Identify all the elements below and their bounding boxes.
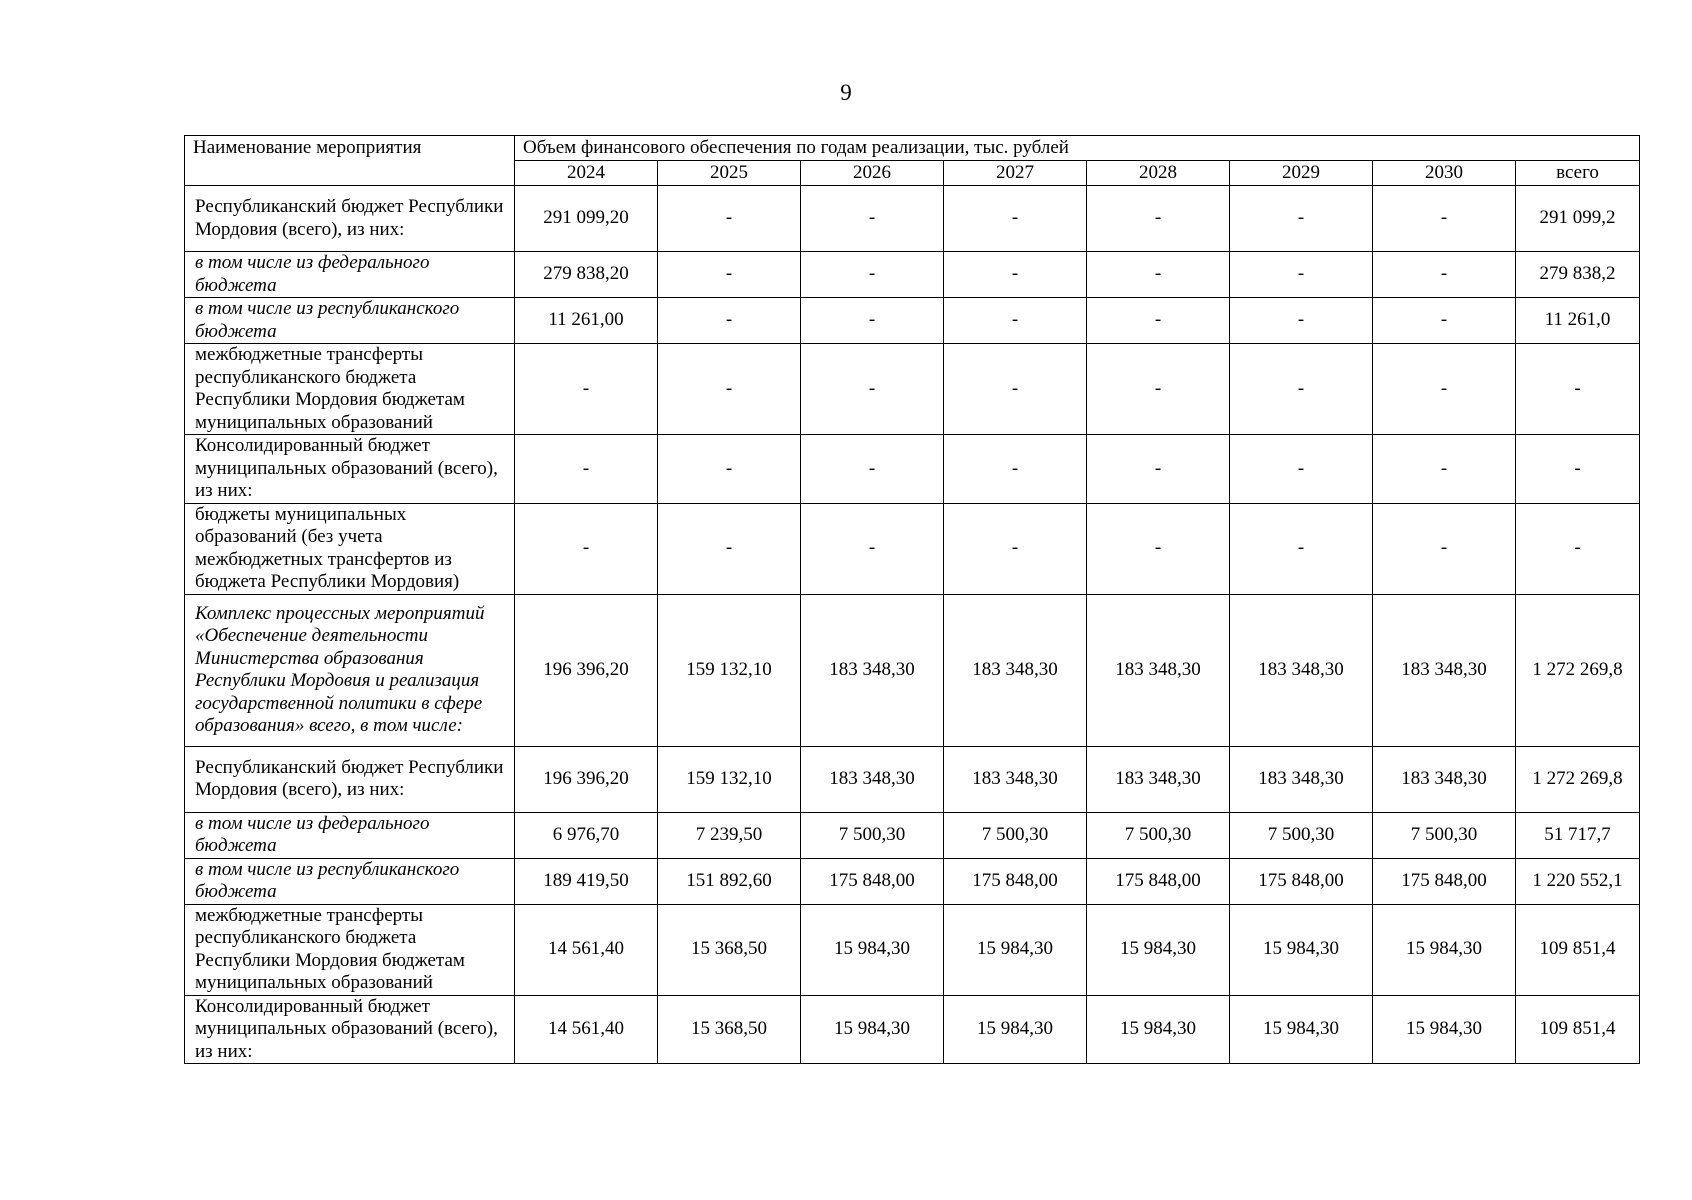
financing-table [184,135,1640,1064]
table-row [185,594,1640,746]
table-row [185,746,1640,812]
row-year-value: - [1087,435,1230,504]
row-year-value: - [944,503,1087,594]
column-header-total: всего [1516,161,1640,186]
row-year-value: - [1230,252,1373,298]
table-row [185,344,1640,435]
row-year-value: 7 239,50 [658,812,801,858]
row-year-value: 15 984,30 [944,904,1087,995]
table-row [185,858,1640,904]
row-year-value: - [1373,252,1516,298]
row-name: Консолидированный бюджет муниципальных образований (всего), из них: [185,995,515,1064]
row-name: межбюджетные трансферты республиканского бюджета Республики Мордовия бюджетам муниципальных образований [185,904,515,995]
row-year-value: 175 848,00 [944,858,1087,904]
row-year-value: - [658,298,801,344]
column-header-year: 2030 [1373,161,1516,186]
row-name: в том числе из федерального бюджета [185,252,515,298]
row-year-value: - [1087,186,1230,252]
column-header-name: Наименование мероприятия [185,136,515,186]
row-total-value: - [1516,435,1640,504]
row-year-value: 183 348,30 [801,594,944,746]
row-year-value: - [1087,344,1230,435]
row-year-value: 291 099,20 [515,186,658,252]
row-total-value: 109 851,4 [1516,995,1640,1064]
row-year-value: - [658,186,801,252]
table-body [185,186,1640,1064]
row-year-value: - [1087,298,1230,344]
row-name: бюджеты муниципальных образований (без учета межбюджетных трансфертов из бюджета Республики Мордовия) [185,503,515,594]
row-name: в том числе из республиканского бюджета [185,298,515,344]
table-row [185,298,1640,344]
row-year-value: 14 561,40 [515,904,658,995]
row-name: в том числе из республиканского бюджета [185,858,515,904]
row-year-value: 14 561,40 [515,995,658,1064]
row-year-value: 15 984,30 [1087,904,1230,995]
row-total-value: 1 220 552,1 [1516,858,1640,904]
row-year-value: 7 500,30 [1230,812,1373,858]
row-year-value: - [801,298,944,344]
row-year-value: 15 984,30 [944,995,1087,1064]
row-year-value: - [1373,344,1516,435]
row-year-value: - [515,503,658,594]
row-year-value: - [801,503,944,594]
row-year-value: - [1373,435,1516,504]
row-total-value: 11 261,0 [1516,298,1640,344]
row-year-value: - [658,344,801,435]
row-year-value: 15 984,30 [801,904,944,995]
row-year-value: - [1087,503,1230,594]
column-header-year: 2027 [944,161,1087,186]
row-year-value: 15 368,50 [658,995,801,1064]
row-total-value: 291 099,2 [1516,186,1640,252]
row-year-value: 183 348,30 [1087,746,1230,812]
row-total-value: 51 717,7 [1516,812,1640,858]
row-year-value: - [658,252,801,298]
row-year-value: 183 348,30 [944,746,1087,812]
row-year-value: 15 984,30 [1230,904,1373,995]
row-year-value: - [801,252,944,298]
row-year-value: 11 261,00 [515,298,658,344]
row-name: Консолидированный бюджет муниципальных образований (всего), из них: [185,435,515,504]
row-total-value: - [1516,503,1640,594]
row-year-value: - [944,252,1087,298]
row-year-value: - [801,435,944,504]
row-year-value: - [1230,503,1373,594]
row-year-value: 175 848,00 [801,858,944,904]
column-header-group: Объем финансового обеспечения по годам реализации, тыс. рублей [515,136,1640,161]
row-year-value: 183 348,30 [801,746,944,812]
row-year-value: - [944,344,1087,435]
row-year-value: 279 838,20 [515,252,658,298]
table-row [185,812,1640,858]
row-year-value: - [801,186,944,252]
row-total-value: 1 272 269,8 [1516,594,1640,746]
row-year-value: - [1087,252,1230,298]
row-total-value: - [1516,344,1640,435]
table-row [185,503,1640,594]
row-year-value: - [801,344,944,435]
row-year-value: 183 348,30 [1087,594,1230,746]
row-year-value: - [515,435,658,504]
row-year-value: 183 348,30 [1373,746,1516,812]
row-year-value: 6 976,70 [515,812,658,858]
column-header-year: 2024 [515,161,658,186]
row-year-value: 183 348,30 [1230,746,1373,812]
row-name: Республиканский бюджет Республики Мордовия (всего), из них: [185,186,515,252]
column-header-year: 2025 [658,161,801,186]
row-year-value: 15 984,30 [1087,995,1230,1064]
row-name: Республиканский бюджет Республики Мордовия (всего), из них: [185,746,515,812]
row-year-value: 7 500,30 [801,812,944,858]
row-year-value: 15 984,30 [801,995,944,1064]
table-row [185,995,1640,1064]
row-year-value: 15 368,50 [658,904,801,995]
column-header-year: 2026 [801,161,944,186]
row-year-value: - [515,344,658,435]
row-year-value: - [658,503,801,594]
row-year-value: 7 500,30 [1087,812,1230,858]
row-total-value: 1 272 269,8 [1516,746,1640,812]
row-year-value: 159 132,10 [658,594,801,746]
row-name: в том числе из федерального бюджета [185,812,515,858]
row-year-value: - [1373,298,1516,344]
row-year-value: 7 500,30 [944,812,1087,858]
row-year-value: 175 848,00 [1230,858,1373,904]
row-year-value: 196 396,20 [515,746,658,812]
table-row [185,252,1640,298]
row-year-value: 151 892,60 [658,858,801,904]
row-year-value: 183 348,30 [944,594,1087,746]
column-header-year: 2028 [1087,161,1230,186]
table-row [185,904,1640,995]
row-year-value: 7 500,30 [1373,812,1516,858]
row-year-value: - [1373,186,1516,252]
row-year-value: - [944,298,1087,344]
row-year-value: - [1230,344,1373,435]
row-year-value: 183 348,30 [1373,594,1516,746]
page-number: 9 [840,80,852,105]
row-year-value: 15 984,30 [1230,995,1373,1064]
row-name: Комплекс процессных мероприятий «Обеспечение деятельности Министерства образования Республики Мордовия и реализация государственной политики в сфере образования» всего, в том числе: [185,594,515,746]
row-year-value: 159 132,10 [658,746,801,812]
row-year-value: - [1373,503,1516,594]
row-year-value: 15 984,30 [1373,904,1516,995]
row-year-value: 189 419,50 [515,858,658,904]
row-year-value: - [658,435,801,504]
table-row [185,435,1640,504]
row-year-value: 183 348,30 [1230,594,1373,746]
row-year-value: 175 848,00 [1373,858,1516,904]
row-total-value: 279 838,2 [1516,252,1640,298]
row-name: межбюджетные трансферты республиканского бюджета Республики Мордовия бюджетам муниципальных образований [185,344,515,435]
row-year-value: 196 396,20 [515,594,658,746]
column-header-year: 2029 [1230,161,1373,186]
row-year-value: - [1230,298,1373,344]
row-year-value: - [944,186,1087,252]
row-total-value: 109 851,4 [1516,904,1640,995]
row-year-value: - [944,435,1087,504]
table-row [185,186,1640,252]
row-year-value: - [1230,435,1373,504]
row-year-value: 15 984,30 [1373,995,1516,1064]
row-year-value: 175 848,00 [1087,858,1230,904]
row-year-value: - [1230,186,1373,252]
